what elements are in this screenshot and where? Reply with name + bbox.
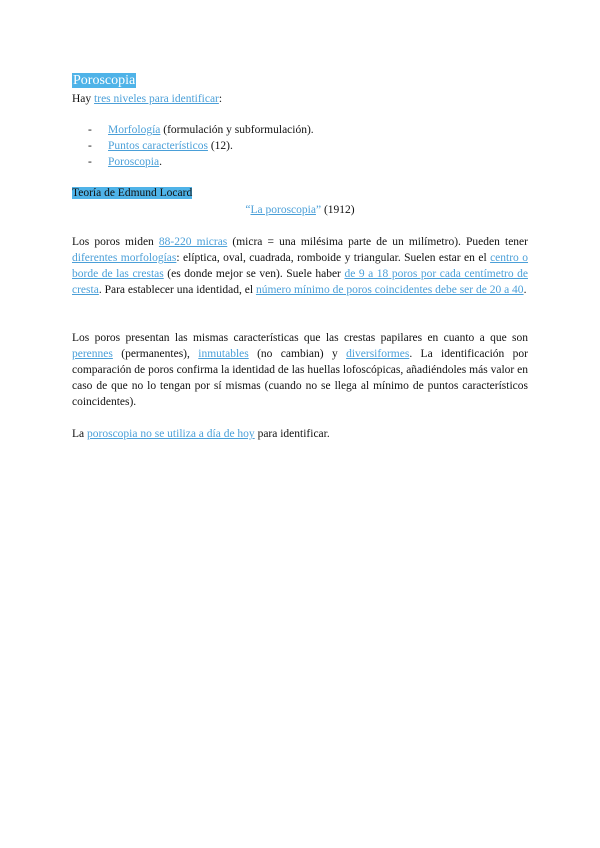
list-bullet: -: [88, 124, 92, 136]
book-reference: [72, 202, 528, 218]
level-link-morfologia[interactable]: Morfología: [108, 124, 161, 136]
levels-list: [88, 122, 314, 170]
para1-text: (micra = una milésima parte de un milímetro). Pueden tener: [227, 236, 528, 248]
section-heading: [72, 185, 528, 201]
para1-text: . Para establecer una identidad, el: [98, 284, 256, 296]
level-text: (formulación y subformulación).: [160, 124, 314, 136]
para2-text: (no cambian) y: [248, 348, 347, 360]
para1-text: : elíptica, oval, cuadrada, romboide y triangular. Suelen estar en el: [176, 252, 491, 264]
para3-text: La: [72, 428, 88, 440]
intro-suffix: :: [218, 93, 223, 105]
list-item: [88, 154, 314, 170]
para3-text: para identificar.: [254, 428, 330, 440]
para2-text: (permanentes),: [112, 348, 199, 360]
paragraph-current-use: [72, 426, 528, 442]
link-pores-per-cm[interactable]: de 9 a 18 poros por cada centímetro de cresta: [72, 268, 528, 296]
link-not-used-today[interactable]: poroscopia no se utiliza a día de hoy: [87, 428, 255, 440]
intro-prefix: Hay: [72, 93, 95, 105]
list-item: [88, 122, 314, 138]
locard-heading: Teoría de Edmund Locard: [72, 187, 193, 199]
paragraph-characteristics: [72, 330, 528, 410]
link-inmutables[interactable]: inmutables: [198, 348, 249, 360]
list-bullet: -: [88, 156, 92, 168]
para1-text: (es donde mejor se ven). Suele haber: [163, 268, 345, 280]
para2-text: Los poros presentan las mismas características que las crestas papilares en cuanto a que son: [72, 332, 528, 344]
link-perennes[interactable]: perennes: [72, 348, 113, 360]
para2-text: . La identificación por comparación de poros confirma la identidad de las huellas lofoscópicas, añadiéndoles más valor en caso de que no lo tengan por sí mismas (cuando no se llega al mínimo de puntos característicos coincidentes).: [72, 348, 528, 408]
book-year: (1912): [323, 204, 355, 216]
book-close-quote: ”: [315, 204, 324, 216]
page-title: [72, 72, 528, 89]
list-bullet: -: [88, 140, 92, 152]
para1-text: Los poros miden: [72, 236, 159, 248]
link-morphologies[interactable]: diferentes morfologías: [72, 252, 177, 264]
book-open-quote: “: [245, 204, 251, 216]
intro-line: [72, 91, 528, 107]
level-link-poroscopia[interactable]: Poroscopia: [108, 156, 160, 168]
paragraph-pore-size: [72, 234, 528, 298]
level-text: .: [159, 156, 162, 168]
link-diversiformes[interactable]: diversiformes: [346, 348, 410, 360]
title-text: Poroscopia: [73, 73, 136, 88]
level-link-puntos[interactable]: Puntos característicos: [108, 140, 208, 152]
list-item: [88, 138, 314, 154]
book-link[interactable]: La poroscopia: [250, 204, 316, 216]
link-crest-location[interactable]: centro o borde de las crestas: [72, 252, 529, 280]
para1-text: .: [523, 284, 527, 296]
level-text: (12).: [207, 140, 233, 152]
intro-link[interactable]: tres niveles para identificar: [94, 93, 219, 105]
link-pore-size[interactable]: 88-220 micras: [158, 236, 228, 248]
link-min-pores[interactable]: número mínimo de poros coincidentes debe ser de 20 a 40: [255, 284, 524, 296]
